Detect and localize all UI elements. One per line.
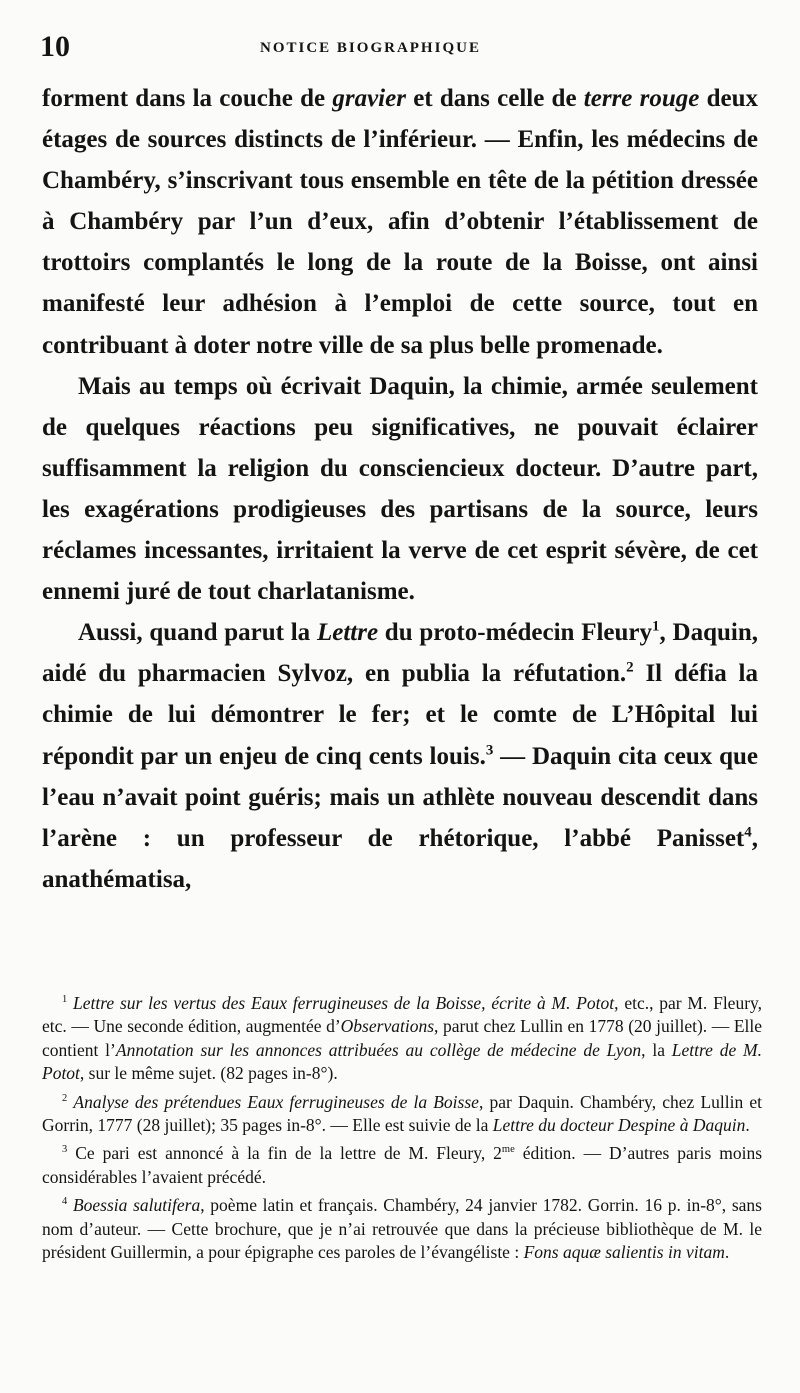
footnotes	[42, 992, 762, 1269]
paragraph-3	[42, 612, 758, 900]
running-head: NOTICE BIOGRAPHIQUE	[260, 40, 481, 56]
italic-run: Lettre de M. Potot	[42, 1039, 763, 1084]
text-run: et dans celle de	[405, 85, 584, 112]
page-header	[40, 30, 760, 70]
text-run: .	[724, 1242, 730, 1263]
footnote-number: 4	[62, 1196, 68, 1208]
superscript: me	[501, 1144, 515, 1156]
italic-run: Annotation sur les annonces attribuées au collège de médecine de Lyon	[115, 1039, 642, 1060]
text-run: forment dans la couche de	[42, 85, 333, 112]
footnote-1	[42, 992, 762, 1086]
text-run: , sur le même sujet. (82 pages in-8°).	[79, 1063, 338, 1084]
footnote-number: 1	[62, 994, 68, 1006]
footnote-ref: 2	[626, 659, 634, 676]
italic-run: gravier	[332, 85, 406, 112]
footnote-number: 2	[62, 1092, 68, 1104]
text-run: , Daquin, aidé du pharmacien Sylvoz, en publia la réfutation.	[42, 619, 759, 688]
paragraph-1	[42, 78, 758, 366]
footnote-2	[42, 1091, 762, 1138]
text-run: Ce pari est annoncé à la fin de la lettre de M. Fleury, 2	[67, 1143, 502, 1164]
text-run: , etc., par M. Fleury, etc. — Une seconde édition, augmentée d’	[42, 993, 763, 1037]
text-run: , anathématisa,	[42, 824, 758, 893]
italic-run: Observations	[340, 1016, 434, 1037]
footnote-4	[42, 1194, 762, 1264]
italic-run: Fons aquæ salientis in vitam	[523, 1242, 725, 1263]
italic-run: Boessia salutifera	[72, 1195, 201, 1216]
text-run: édition. — D’autres paris moins considérables l’avaient précédé.	[42, 1143, 763, 1187]
text-run: du proto-médecin Fleury	[378, 619, 653, 647]
text-run: , par Daquin. Chambéry, chez Lullin et Gorrin, 1777 (28 juillet); 35 pages in-8°. — Elle est suivie de la	[42, 1091, 762, 1136]
text-run: , poème latin et français. Chambéry, 24 janvier 1782. Gorrin. 16 p. in-8°, sans nom d’auteur. — Cette brochure, que je n’ai retrouvée que dans la précieuse bibliothèque de M. le président Guillermin, a pour épigraphe ces paroles de l’évangéliste :	[42, 1195, 762, 1263]
paragraph-2: Mais au temps où écrivait Daquin, la chimie, armée seulement de quelques réactions peu significatives, ne pouvait éclairer suffisamment la religion du consciencieux docteur. D’autre part, les exagérations prodigieuses des partisans de la source, leurs réclames incessantes, irritaient la verve de cet esprit sévère, de cet ennemi juré de tout charlatanisme.	[42, 372, 758, 606]
footnote-number: 3	[62, 1144, 68, 1156]
text-run: deux étages de sources distincts de l’inférieur. — Enfin, les médecins de Chambéry, s’inscrivant tous ensemble en tête de la pétition dressée à Chambéry par l’un d’eux, afin d’obtenir l’établissement de trottoirs complantés le long de la route de la Boisse, ont ainsi manifesté leur adhésion à l’emploi de cette source, tout en contribuant à doter notre ville de sa plus belle promenade.	[42, 85, 759, 359]
italic-run: Analyse des prétendues Eaux ferrugineuses de la Boisse	[73, 1091, 479, 1112]
footnote-ref: 4	[744, 824, 752, 841]
text-run: — Daquin cita ceux que l’eau n’avait point guéris; mais un athlète nouveau descendit dans l’arène : un professeur de rhétorique, l’abbé Panisset	[42, 742, 758, 852]
text-run: , la	[641, 1039, 672, 1060]
main-text	[42, 78, 758, 900]
footnote-ref: 1	[652, 618, 660, 635]
italic-run: Lettre du docteur Despine à Daquin	[492, 1115, 746, 1136]
italic-run: Lettre	[316, 619, 379, 647]
text-run: Aussi, quand parut la	[78, 619, 317, 647]
text-run: .	[745, 1115, 750, 1136]
italic-run: Lettre sur les vertus des Eaux ferrugineuses de la Boisse, écrite à M. Potot	[73, 993, 615, 1013]
text-run: , parut chez Lullin en 1778 (20 juillet). — Elle contient l’	[42, 1016, 763, 1060]
italic-run: terre rouge	[583, 85, 700, 112]
footnote-ref: 3	[485, 742, 494, 759]
page-number: 10	[40, 30, 70, 63]
text-run: Il défia la chimie de lui démontrer le fer; et le comte de L’Hôpital lui répondit par un enjeu de cinq cents louis.	[42, 660, 758, 770]
footnote-3	[42, 1142, 762, 1189]
